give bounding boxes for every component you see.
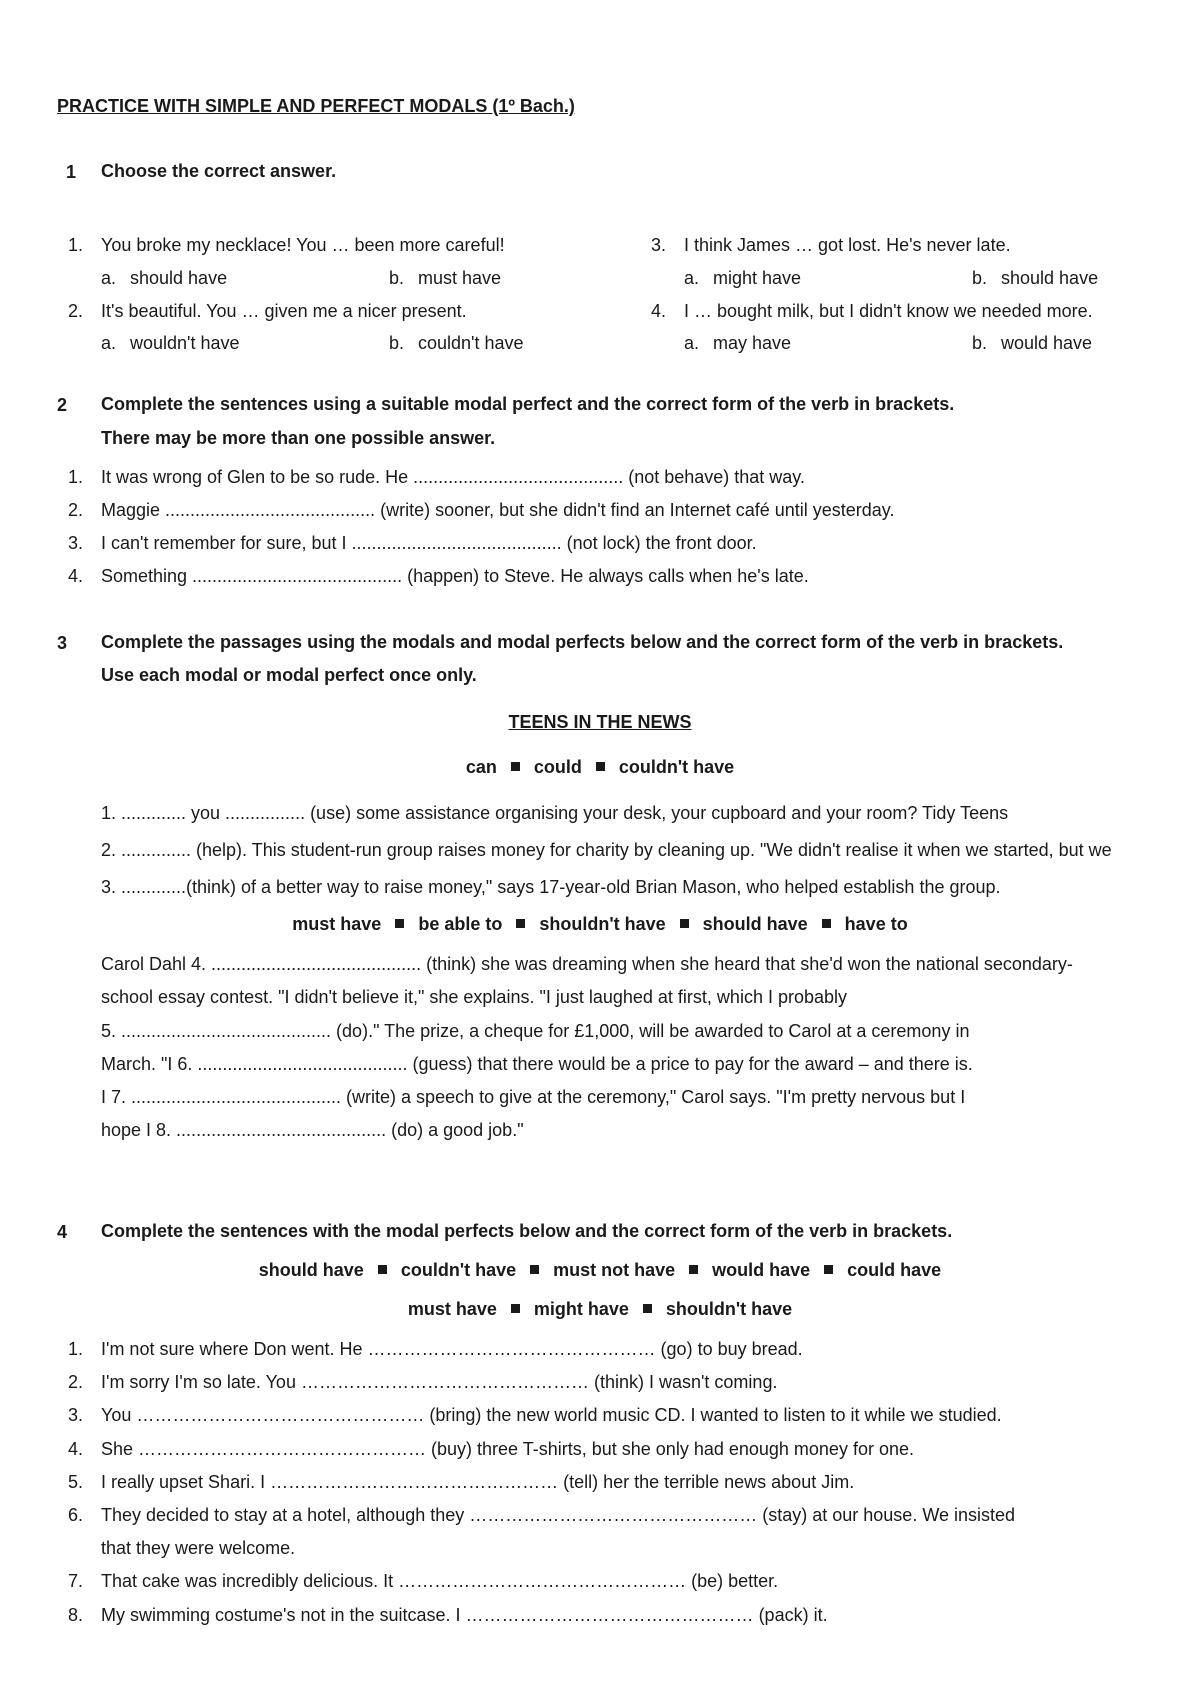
passage-2-line: school essay contest. "I didn't believe it," she explains. "I just laughed at first, which I probably <box>101 987 847 1007</box>
s1-item-2-text: It's beautiful. You … given me a nicer present. <box>101 301 467 321</box>
section-3-instruction-line-1: Complete the passages using the modals and modal perfects below and the correct form of the verb in brackets. <box>101 632 1064 652</box>
square-bullet-icon <box>643 1304 652 1313</box>
section-3-number: 3 <box>57 633 68 653</box>
square-bullet-icon <box>680 919 689 928</box>
passage-2-line: hope I 8. .......................................... (do) a good job." <box>101 1120 524 1140</box>
word-box-1-item: could <box>533 757 582 777</box>
s1-item-4-option-b: would have <box>1001 333 1093 353</box>
s2-item-4-number: 4. <box>67 566 83 586</box>
word-box-3-item: could have <box>847 1260 942 1280</box>
square-bullet-icon <box>689 1265 698 1274</box>
word-box-2-item: shouldn't have <box>539 914 666 934</box>
s4-item-2-text: I'm sorry I'm so late. You ………………………………………… (think) I wasn't coming. <box>101 1372 778 1392</box>
word-box-4-item: must have <box>407 1299 497 1319</box>
s2-item-1-number: 1. <box>67 467 83 487</box>
square-bullet-icon <box>378 1265 387 1274</box>
passage-2-line: I 7. .......................................... (write) a speech to give at the ceremony," Carol says. "I'm pretty nervous but I <box>101 1087 966 1107</box>
s1-item-1-option-a-letter: a. <box>101 268 117 288</box>
word-box-3-item: would have <box>712 1260 811 1280</box>
section-3-instruction-line-2: Use each modal or modal perfect once only. <box>101 665 477 685</box>
passage-heading: TEENS IN THE NEWS <box>508 712 692 732</box>
s1-item-2-option-b: couldn't have <box>418 333 524 353</box>
s1-item-2-option-a-letter: a. <box>101 333 117 353</box>
s1-item-3-option-b: should have <box>1001 268 1099 288</box>
section-2-instruction-line-1: Complete the sentences using a suitable modal perfect and the correct form of the verb in brackets. <box>101 394 955 414</box>
s1-item-3-option-a: might have <box>713 268 802 288</box>
square-bullet-icon <box>596 762 605 771</box>
s1-item-1-number: 1. <box>67 235 83 255</box>
s1-item-1-option-a: should have <box>130 268 228 288</box>
s2-item-1-text: It was wrong of Glen to be so rude. He .......................................... (not behave) that way. <box>101 467 805 487</box>
word-box-1-item: couldn't have <box>618 757 735 777</box>
s4-item-3-text: You ………………………………………… (bring) the new world music CD. I wanted to listen to it while we studied. <box>101 1405 1002 1425</box>
passage-1-line: 1. ............. you ................ (use) some assistance organising your desk, your cupboard and your room? Tidy Teens <box>101 803 1009 823</box>
section-2-number: 2 <box>57 395 68 415</box>
s1-item-4-text: I … bought milk, but I didn't know we needed more. <box>684 301 1093 321</box>
s4-item-6-continuation: that they were welcome. <box>101 1538 296 1558</box>
s1-item-2-option-a: wouldn't have <box>130 333 240 353</box>
s4-item-2-number: 2. <box>67 1372 83 1392</box>
s4-item-4-text: She ………………………………………… (buy) three T-shirts, but she only had enough money for one. <box>101 1439 914 1459</box>
square-bullet-icon <box>530 1265 539 1274</box>
word-box-1-item: can <box>465 757 497 777</box>
word-box-2-item: be able to <box>418 914 503 934</box>
word-box-4 <box>0 1300 1200 1320</box>
s4-item-5-number: 5. <box>67 1472 83 1492</box>
s1-item-2-number: 2. <box>67 301 83 321</box>
section-4-number: 4 <box>57 1222 68 1242</box>
word-box-3-item: couldn't have <box>400 1260 517 1280</box>
s1-item-1-option-b: must have <box>418 268 502 288</box>
s1-item-3-option-a-letter: a. <box>684 268 700 288</box>
s1-item-4-option-a-letter: a. <box>684 333 700 353</box>
square-bullet-icon <box>395 919 404 928</box>
passage-2-line: Carol Dahl 4. .......................................... (think) she was dreaming when she heard that she'd won the national secondary- <box>101 954 1073 974</box>
s2-item-4-text: Something .......................................... (happen) to Steve. He always calls when he's late. <box>101 566 809 586</box>
section-1-instruction: Choose the correct answer. <box>101 161 337 181</box>
s1-item-1-option-b-letter: b. <box>389 268 405 288</box>
s4-item-1-text: I'm not sure where Don went. He ………………………………………… (go) to buy bread. <box>101 1339 803 1359</box>
section-1-number: 1 <box>66 162 77 182</box>
word-box-2-item: must have <box>292 914 382 934</box>
passage-1-line: 3. .............(think) of a better way to raise money," says 17-year-old Brian Mason, who helped establish the group. <box>101 877 1001 897</box>
s2-item-3-number: 3. <box>67 533 83 553</box>
s4-item-3-number: 3. <box>67 1405 83 1425</box>
s1-item-3-text: I think James … got lost. He's never late. <box>684 235 1011 255</box>
passage-2-line: March. "I 6. .......................................... (guess) that there would be a price to pay for the award – and there is. <box>101 1054 973 1074</box>
word-box-2-item: have to <box>844 914 908 934</box>
s2-item-2-number: 2. <box>67 500 83 520</box>
word-box-3-item: should have <box>258 1260 364 1280</box>
word-box-4-item: shouldn't have <box>665 1299 793 1319</box>
word-box-4-item: might have <box>533 1299 629 1319</box>
s4-item-6-text: They decided to stay at a hotel, although they ………………………………………… (stay) at our house. We insisted <box>101 1505 1016 1525</box>
s4-item-8-number: 8. <box>67 1605 83 1625</box>
s4-item-1-number: 1. <box>67 1339 83 1359</box>
s4-item-5-text: I really upset Shari. I ………………………………………… (tell) her the terrible news about Jim. <box>101 1472 855 1492</box>
s4-item-4-number: 4. <box>67 1439 83 1459</box>
word-box-3-item: must not have <box>553 1260 676 1280</box>
s1-item-2-option-b-letter: b. <box>389 333 405 353</box>
section-2-instruction-line-2: There may be more than one possible answer. <box>101 428 496 448</box>
word-box-3 <box>0 1261 1200 1281</box>
s4-item-6-number: 6. <box>67 1505 83 1525</box>
s4-item-7-text: That cake was incredibly delicious. It ………………………………………… (be) better. <box>101 1571 779 1591</box>
s4-item-8-text: My swimming costume's not in the suitcase. I ………………………………………… (pack) it. <box>101 1605 828 1625</box>
s1-item-1-text: You broke my necklace! You … been more careful! <box>101 235 505 255</box>
square-bullet-icon <box>824 1265 833 1274</box>
square-bullet-icon <box>511 762 520 771</box>
s1-item-4-option-b-letter: b. <box>972 333 988 353</box>
word-box-1 <box>0 758 1200 778</box>
s4-item-7-number: 7. <box>67 1571 83 1591</box>
s2-item-3-text: I can't remember for sure, but I .......................................... (not lock) the front door. <box>101 533 757 553</box>
s2-item-2-text: Maggie .......................................... (write) sooner, but she didn't find an Internet café until yesterday. <box>101 500 895 520</box>
square-bullet-icon <box>516 919 525 928</box>
passage-1-line: 2. .............. (help). This student-run group raises money for charity by cleaning up. "We didn't realise it when we started, but we <box>101 840 1112 860</box>
s1-item-4-option-a: may have <box>713 333 792 353</box>
square-bullet-icon <box>822 919 831 928</box>
page-title: PRACTICE WITH SIMPLE AND PERFECT MODALS (1º Bach.) <box>57 96 575 116</box>
s1-item-3-number: 3. <box>650 235 666 255</box>
word-box-2-item: should have <box>702 914 808 934</box>
passage-2-line: 5. .......................................... (do)." The prize, a cheque for £1,000, will be awarded to Carol at a ceremony in <box>101 1021 970 1041</box>
s1-item-3-option-b-letter: b. <box>972 268 988 288</box>
word-box-2 <box>0 915 1200 935</box>
square-bullet-icon <box>511 1304 520 1313</box>
s1-item-4-number: 4. <box>650 301 666 321</box>
section-4-instruction: Complete the sentences with the modal perfects below and the correct form of the verb in brackets. <box>101 1221 953 1241</box>
